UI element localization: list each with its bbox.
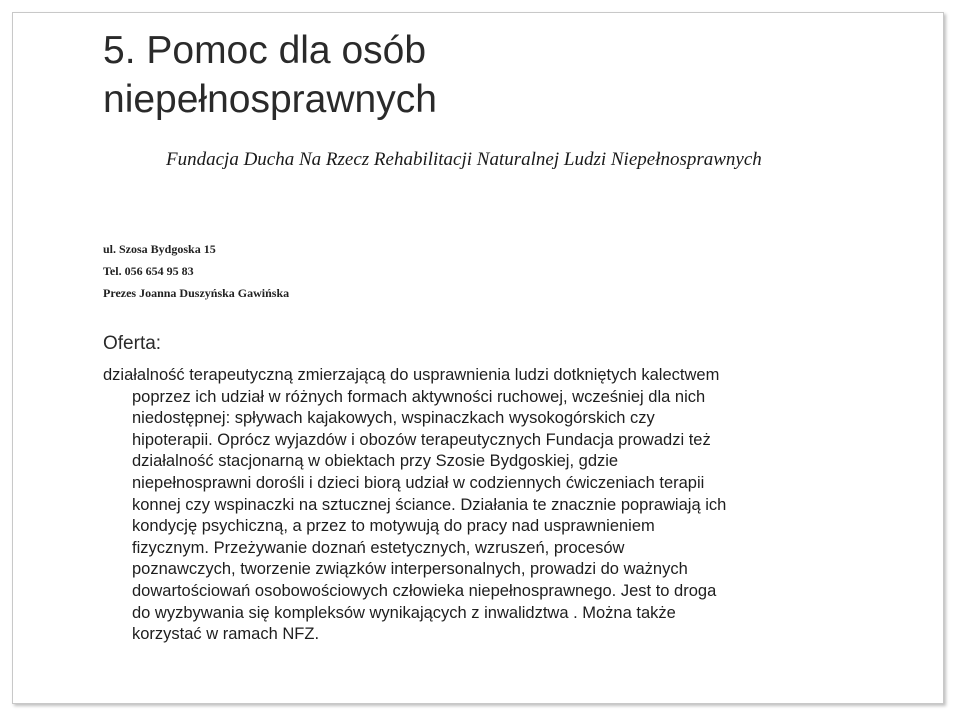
title-line-1: 5. Pomoc dla osób (103, 29, 427, 72)
offer-line: konnej czy wspinaczki na sztucznej ściance. Działania te znacznie poprawiają ich (132, 495, 727, 514)
title-line-2: niepełnosprawnych (103, 78, 437, 121)
offer-line: korzystać w ramach NFZ. (132, 625, 320, 644)
offer-line: do wyzbywania się kompleksów wynikających z inwalidztwa . Można także (132, 603, 676, 622)
offer-line: poprzez ich udział w różnych formach aktywności ruchowej, wcześniej dla nich (132, 387, 706, 406)
offer-line: kondycję psychiczną, a przez to motywują do pracy nad usprawnieniem (132, 517, 655, 536)
offer-line: niedostępnej: spływach kajakowych, wspinaczkach wysokogórskich czy (132, 409, 655, 428)
foundation-name: Fundacja Ducha Na Rzecz Rehabilitacji Naturalnej Ludzi Niepełnosprawnych (166, 149, 762, 170)
contact-phone: Tel. 056 654 95 83 (103, 264, 194, 278)
offer-line: poznawczych, tworzenie związków interpersonalnych, prowadzi do ważnych (132, 560, 688, 579)
offer-line: działalność stacjonarną w obiektach przy Szosie Bydgoskiej, gdzie (132, 452, 619, 471)
offer-line: działalność terapeutyczną zmierzającą do usprawnienia ludzi dotkniętych kalectwem (103, 366, 720, 384)
contact-address: ul. Szosa Bydgoska 15 (103, 242, 216, 256)
offer-body (103, 365, 923, 646)
offer-heading: Oferta: (103, 333, 162, 354)
contact-president: Prezes Joanna Duszyńska Gawińska (103, 286, 290, 300)
offer-line: hipoterapii. Oprócz wyjazdów i obozów terapeutycznych Fundacja prowadzi też (132, 430, 711, 449)
offer-line: niepełnosprawni dorośli i dzieci biorą udział w codziennych ćwiczeniach terapii (132, 473, 705, 492)
offer-line: fizycznym. Przeżywanie doznań estetycznych, wzruszeń, procesów (132, 538, 625, 557)
offer-line: dowartościowań osobowościowych człowieka niepełnosprawnego. Jest to droga (132, 581, 717, 600)
page-title (103, 26, 883, 124)
